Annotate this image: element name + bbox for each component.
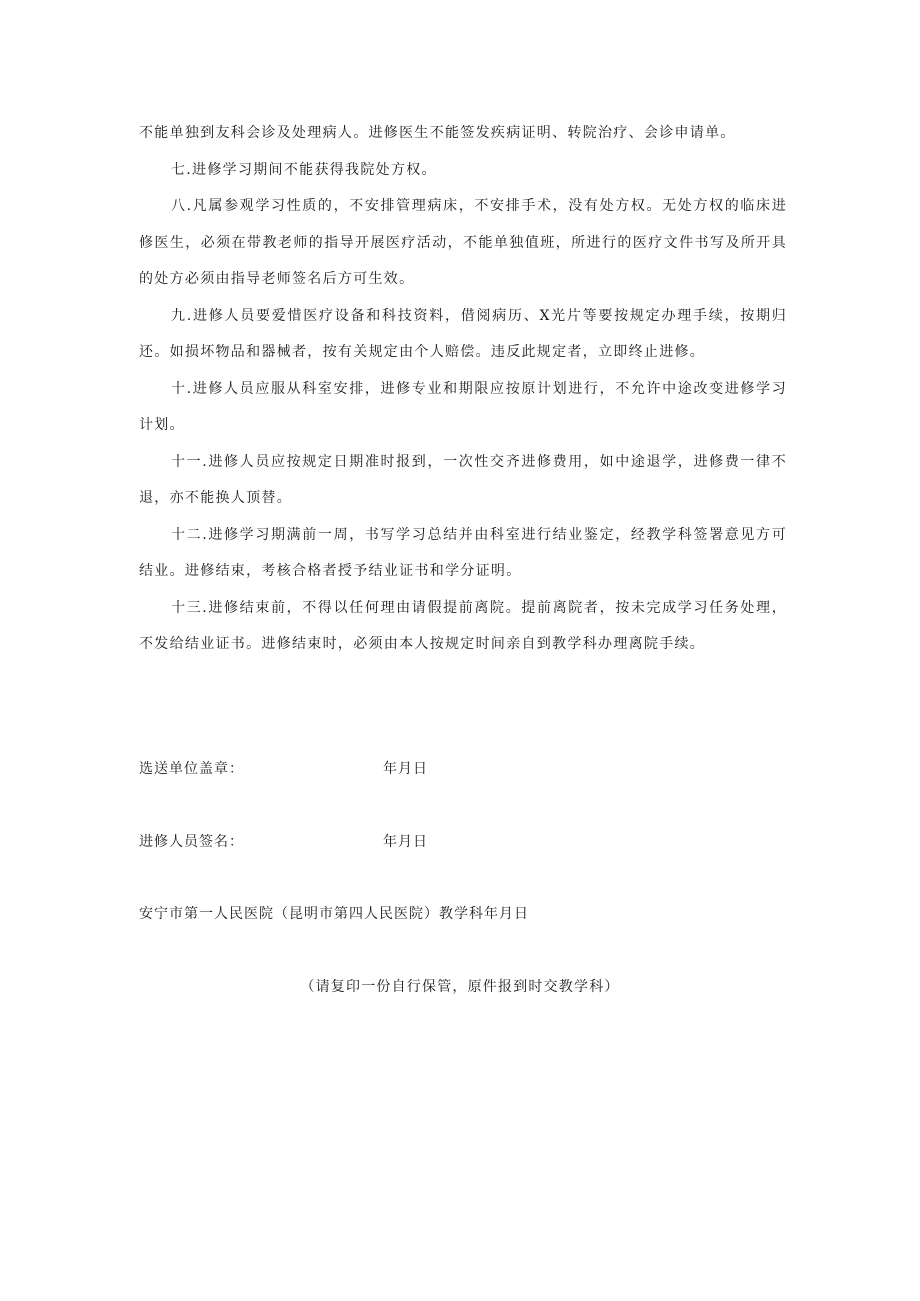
unit-seal-date: 年月日 <box>383 761 428 777</box>
paragraph-rule-12: 十二.进修学习期满前一周，书写学习总结并由科室进行结业鉴定，经教学科签署意见方可结业。进修结束，考核合格者授予结业证书和学分证明。 <box>139 526 787 579</box>
unit-seal-label: 选送单位盖章： <box>139 761 244 777</box>
trainee-sign-label: 进修人员签名： <box>139 834 244 850</box>
copy-note: （请复印一份自行保管，原件报到时交教学科） <box>300 979 620 995</box>
regulations-body <box>139 115 787 663</box>
paragraph-rule-11: 十一.进修人员应按规定日期准时报到，一次性交齐进修费用，如中途退学，进修费一律不退，亦不能换人顶替。 <box>139 453 787 506</box>
trainee-sign-date: 年月日 <box>383 834 428 850</box>
paragraph-rule-10: 十.进修人员应服从科室安排，进修专业和期限应按原计划进行，不允许中途改变进修学习计划。 <box>139 380 787 433</box>
paragraph-rule-9: 九.进修人员要爱惜医疗设备和科技资料，借阅病历、X光片等要按规定办理手续，按期归还。如损坏物品和器械者，按有关规定由个人赔偿。违反此规定者，立即终止进修。 <box>139 307 787 360</box>
paragraph-rule-7: 七.进修学习期间不能获得我院处方权。 <box>171 161 437 178</box>
paragraph-rule-13: 十三.进修结束前，不得以任何理由请假提前离院。提前离院者，按未完成学习任务处理，不发给结业证书。进修结束时，必须由本人按规定时间亲自到教学科办理离院手续。 <box>139 599 787 652</box>
paragraph-rule-8: 八.凡属参观学习性质的，不安排管理病床，不安排手术，没有处方权。无处方权的临床进修医生，必须在带教老师的指导开展医疗活动，不能单独值班，所进行的医疗文件书写及所开具的处方必须由指导老师签名后方可生效。 <box>139 198 787 287</box>
paragraph-continuation: 不能单独到友科会诊及处理病人。进修医生不能签发疾病证明、转院治疗、会诊申请单。 <box>139 125 736 141</box>
trainee-sign-line <box>139 831 428 851</box>
issuing-organization: 安宁市第一人民医院（昆明市第四人民医院）教学科年月日 <box>139 906 529 922</box>
unit-seal-line <box>139 758 428 778</box>
